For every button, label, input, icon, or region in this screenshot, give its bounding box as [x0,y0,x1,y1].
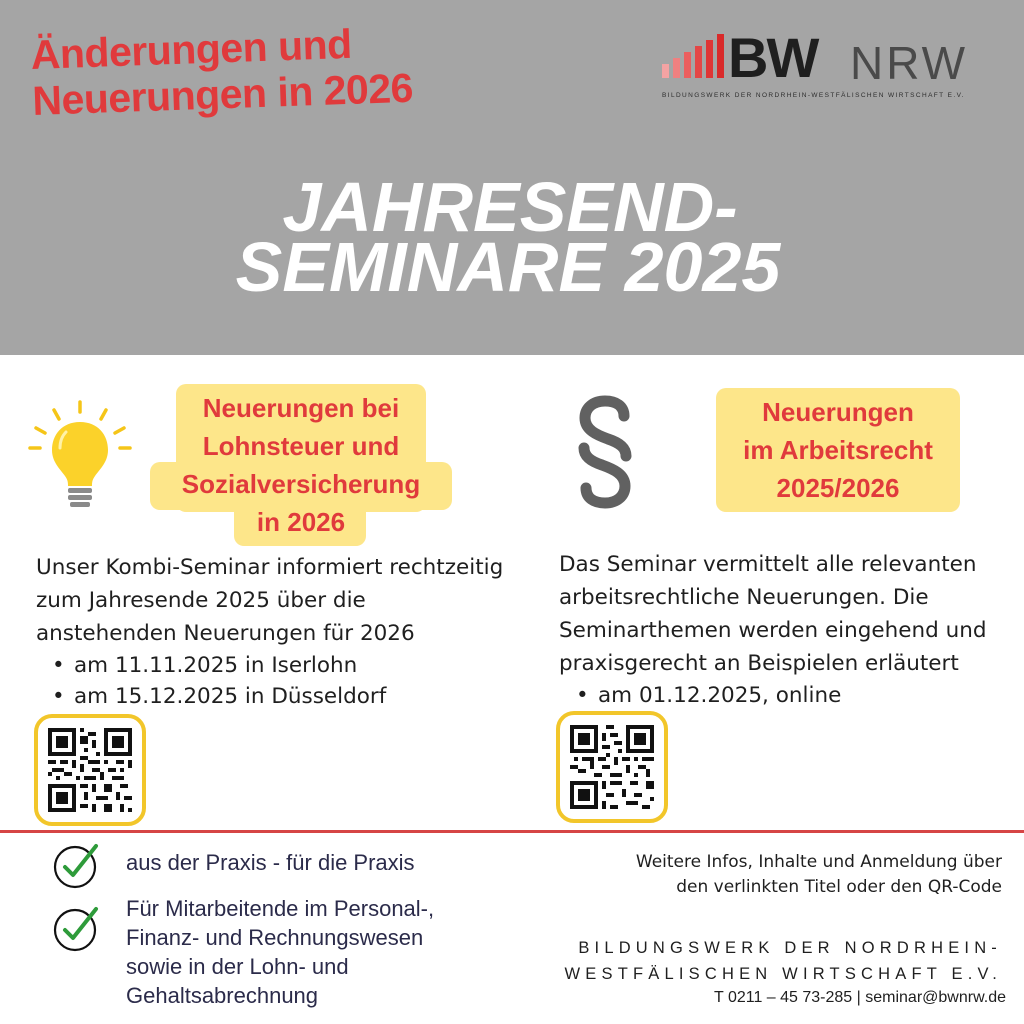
right-description [559,548,1019,680]
right-seminar-title[interactable] [716,393,960,507]
info-line: Weitere Infos, Inhalte und Anmeldung über [635,852,1002,872]
right-description-line: Das Seminar vermittelt alle relevanten [559,552,977,577]
qr-code-icon [48,728,132,812]
feature-line: aus der Praxis - für die Praxis [126,850,415,875]
left-qr-code[interactable] [34,714,146,826]
right-description-line: arbeitsrechtliche Neuerungen. Die [559,585,929,610]
left-description-line: anstehenden Neuerungen für 2026 [36,621,415,646]
feature-line: sowie in der Lohn- und [126,954,349,979]
main-title-line-2: SEMINARE 2025 [235,228,781,306]
left-title-line: Sozialversicherung [181,469,421,499]
feature-line: Gehaltsabrechnung [126,983,319,1008]
feature-line: Für Mitarbeitende im Personal-, [126,896,435,921]
left-description [36,551,556,650]
right-date-item: • am 01.12.2025, online [598,680,841,711]
right-description-line: praxisgerecht an Beispielen erläutert [559,651,959,676]
info-line: den verlinkten Titel oder den QR-Code [676,877,1002,897]
logo-bars-icon [660,34,730,80]
left-description-line: zum Jahresende 2025 über die [36,588,366,613]
left-seminar-title[interactable] [150,389,452,541]
lightbulb-icon [28,400,132,512]
right-title-line: Neuerungen [762,397,914,427]
tagline-line-2: Neuerungen in 2026 [31,64,414,124]
checkmark-icon [52,903,102,953]
right-title-line: 2025/2026 [776,473,900,503]
contact-line[interactable]: T 0211 – 45 73-285 | seminar@bwnrw.de [714,989,1006,1006]
main-title-line-1: JAHRESEND- [282,168,738,246]
logo-nrw: NRW [850,37,969,89]
left-title-line: Lohnsteuer und [202,431,400,461]
left-title-line: in 2026 [256,507,346,537]
right-description-line: Seminarthemen werden eingehend und [559,618,987,643]
org-line: BILDUNGSWERK DER NORDRHEIN- [578,939,1002,957]
left-title-line: Neuerungen bei [202,393,400,423]
checkmark-icon [52,840,102,890]
info-text [562,850,1002,900]
feature-practice [126,848,415,877]
bwnrw-logo[interactable] [660,26,990,114]
left-date-item: • am 11.11.2025 in Iserlohn [74,650,357,681]
org-line: WESTFÄLISCHEN WIRTSCHAFT E.V. [564,965,1002,983]
logo-bw: BW [728,26,818,89]
divider-line [0,830,1024,833]
left-description-line: Unser Kombi-Seminar informiert rechtzeitig [36,555,504,580]
paragraph-icon [572,394,638,510]
organization-name [565,935,1002,987]
left-date-item: • am 15.12.2025 in Düsseldorf [74,681,386,712]
right-title-line: im Arbeitsrecht [743,435,933,465]
feature-audience [126,894,434,1010]
qr-code-icon [570,725,654,809]
feature-line: Finanz- und Rechnungswesen [126,925,424,950]
tagline [30,16,503,124]
tagline-line-1: Änderungen und [30,20,353,78]
logo-subtitle: BILDUNGSWERK DER NORDRHEIN-WESTFÄLISCHEN WIRTSCHAFT E.V. [662,92,965,99]
right-qr-code[interactable] [556,711,668,823]
